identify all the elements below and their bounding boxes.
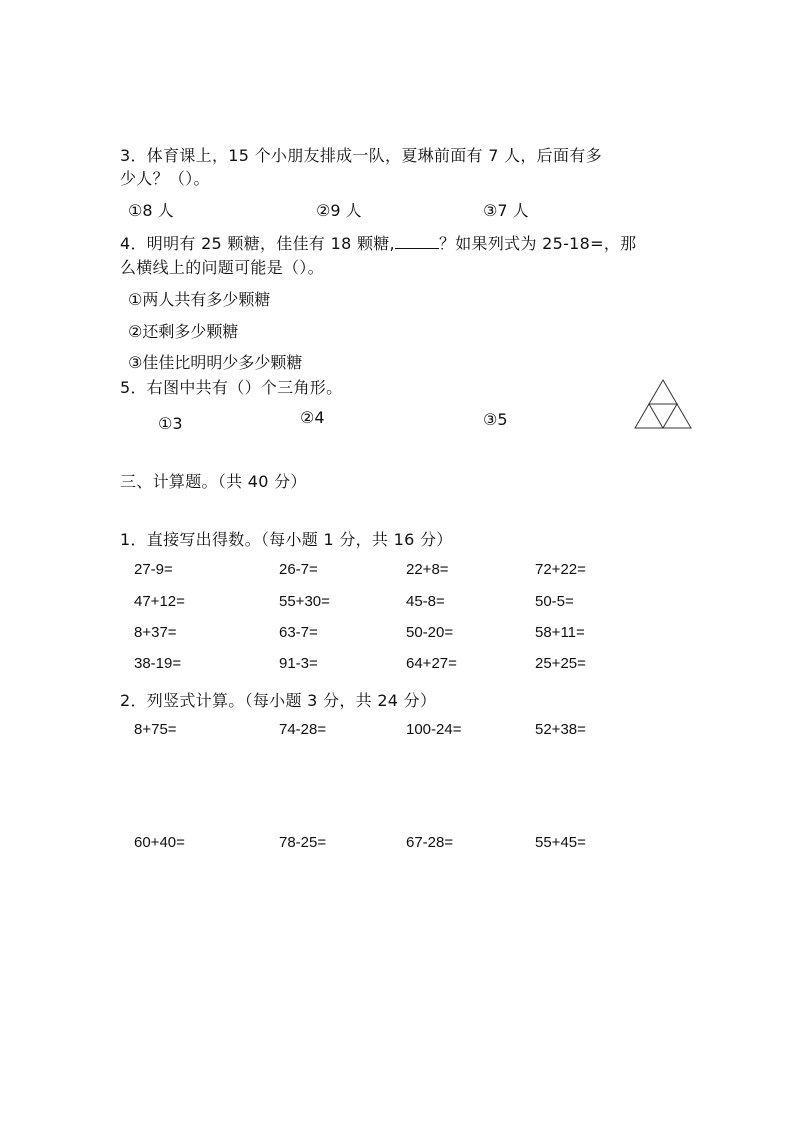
calc2-item: 100-24= bbox=[406, 721, 462, 738]
calc1-title: 1．直接写出得数。（每小题 1 分，共 16 分） bbox=[120, 530, 453, 549]
calc1-item: 63-7= bbox=[279, 624, 318, 641]
q3-option-1: ①8 人 bbox=[128, 201, 174, 220]
calc1-item: 45-8= bbox=[406, 593, 445, 610]
calc2-item: 78-25= bbox=[279, 834, 327, 851]
q4-line1-start: 4．明明有 25 颗糖，佳佳有 18 颗糖, bbox=[120, 234, 395, 253]
calc2-title: 2．列竖式计算。（每小题 3 分，共 24 分） bbox=[120, 691, 437, 710]
calc1-item: 72+22= bbox=[535, 561, 586, 578]
calc1-item: 64+27= bbox=[406, 655, 457, 672]
section3-title: 三、计算题。（共 40 分） bbox=[120, 472, 307, 491]
q3-option-2: ②9 人 bbox=[316, 201, 362, 220]
q4-option-1: ①两人共有多少颗糖 bbox=[128, 290, 271, 309]
q3-line1: 3．体育课上，15 个小朋友排成一队，夏琳前面有 7 人，后面有多 bbox=[120, 146, 602, 165]
calc2-item: 8+75= bbox=[134, 721, 177, 738]
calc1-item: 91-3= bbox=[279, 655, 318, 672]
calc1-item: 58+11= bbox=[535, 624, 585, 641]
calc1-item: 25+25= bbox=[535, 655, 586, 672]
calc1-item: 50-20= bbox=[406, 624, 454, 641]
calc1-item: 47+12= bbox=[134, 593, 185, 610]
q4-line1-end: ？如果列式为 25-18=，那 bbox=[438, 234, 637, 253]
triangle-figure bbox=[633, 378, 693, 430]
calc2-item: 55+45= bbox=[535, 834, 586, 851]
calc2-item: 60+40= bbox=[134, 834, 185, 851]
calc1-item: 38-19= bbox=[134, 655, 182, 672]
q5-text: 5．右图中共有（）个三角形。 bbox=[120, 378, 343, 397]
calc1-item: 27-9= bbox=[134, 561, 173, 578]
q4-answer-blank[interactable] bbox=[395, 234, 439, 249]
calc2-item: 52+38= bbox=[535, 721, 586, 738]
q5-option-1: ①3 bbox=[158, 414, 183, 433]
q3-option-3: ③7 人 bbox=[483, 201, 529, 220]
calc2-item: 67-28= bbox=[406, 834, 454, 851]
calc1-item: 50-5= bbox=[535, 593, 574, 610]
calc1-item: 22+8= bbox=[406, 561, 449, 578]
q5-option-3: ③5 bbox=[483, 410, 508, 429]
q4-line2: 么横线上的问题可能是（）。 bbox=[120, 258, 324, 277]
q4-line1 bbox=[120, 231, 636, 254]
calc1-item: 55+30= bbox=[279, 593, 330, 610]
q4-option-2: ②还剩多少颗糖 bbox=[128, 322, 239, 341]
q3-line2: 少人？（）。 bbox=[120, 169, 210, 188]
triangle-inner bbox=[649, 404, 677, 428]
calc2-item: 74-28= bbox=[279, 721, 327, 738]
calc1-item: 8+37= bbox=[134, 624, 177, 641]
q4-option-3: ③佳佳比明明少多少颗糖 bbox=[128, 353, 303, 372]
calc1-item: 26-7= bbox=[279, 561, 318, 578]
q5-option-2: ②4 bbox=[300, 408, 325, 427]
